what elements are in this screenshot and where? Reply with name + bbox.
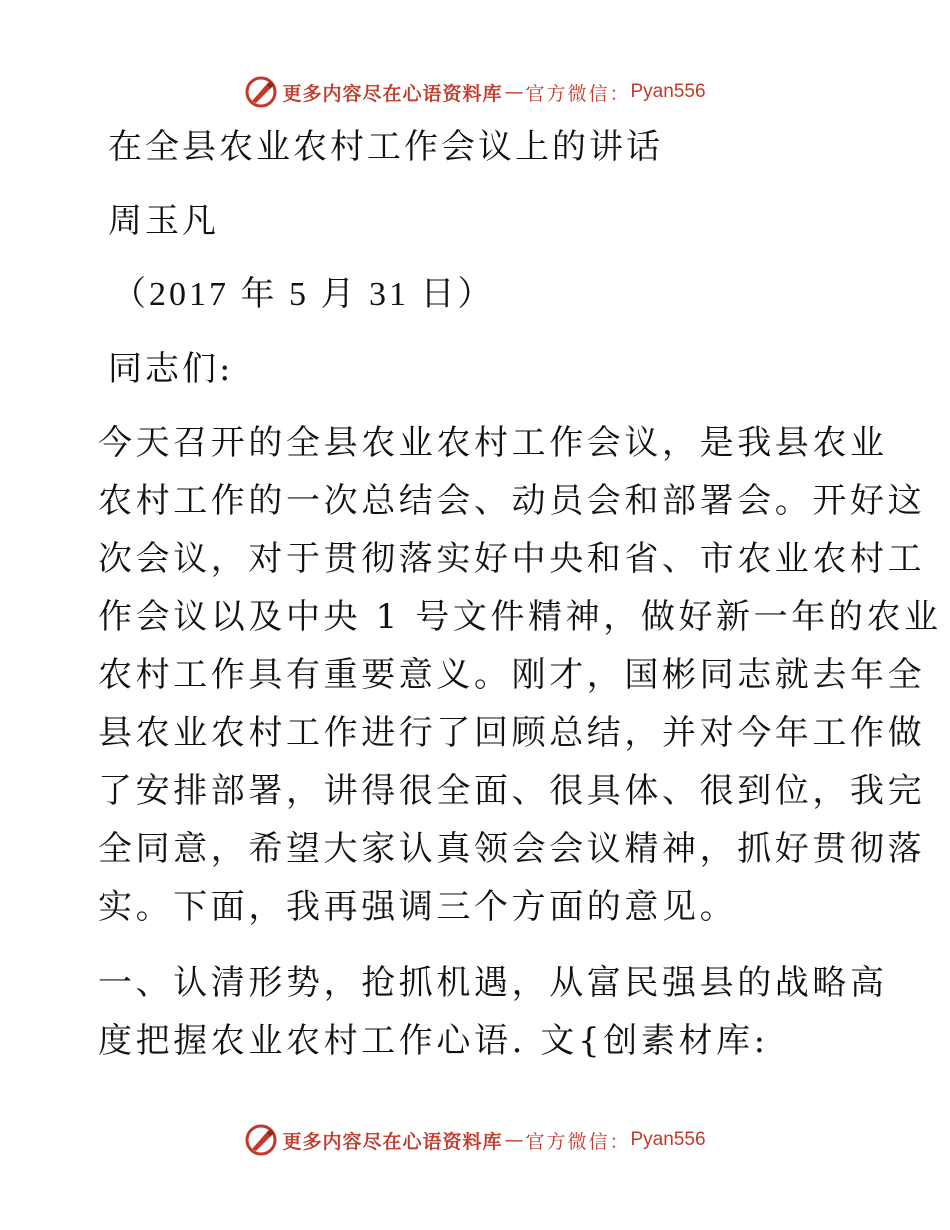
watermark-banner-bottom <box>0 1120 950 1160</box>
banner-wechat-id: Pyan556 <box>630 81 706 102</box>
paragraph-line: 县农业农村工作进行了回顾总结，并对今年工作做 <box>98 713 926 753</box>
paragraph-line: 全同意，希望大家认真领会会议精神，抓好贯彻落 <box>98 829 926 869</box>
paragraph-line: 实。下面，我再强调三个方面的意见。 <box>98 887 738 927</box>
document-date: （2017 年 5 月 31 日） <box>112 276 495 313</box>
banner-dash: — <box>504 1129 524 1151</box>
section-one-heading <box>98 963 888 1080</box>
paragraph-line: 次会议，对于贯彻落实好中央和省、市农业农村工 <box>98 539 926 579</box>
banner-slogan: 更多内容尽在心语资料库 <box>282 1130 503 1153</box>
banner-official-label: 官方微信： <box>525 82 631 105</box>
banner-dash: — <box>504 81 524 103</box>
salutation: 同志们: <box>108 349 234 389</box>
paragraph-line: 作会议以及中央 1 号文件精神，做好新一年的农业 <box>98 597 942 637</box>
banner-wechat-id: Pyan556 <box>630 1129 706 1150</box>
pen-logo-icon <box>244 75 278 109</box>
paragraph-line: 了安排部署，讲得很全面、很具体、很到位，我完 <box>98 771 926 811</box>
paragraph-line: 农村工作的一次总结会、动员会和部署会。开好这 <box>98 481 926 521</box>
paragraph-line: 今天召开的全县农业农村工作会议，是我县农业 <box>98 423 888 463</box>
paragraph-line: 一、认清形势，抢抓机遇，从富民强县的战略高 <box>98 963 888 1003</box>
paragraph-1 <box>98 423 942 946</box>
banner-slogan: 更多内容尽在心语资料库 <box>282 82 503 105</box>
document-title: 在全县农业农村工作会议上的讲话 <box>108 127 663 167</box>
document-author: 周玉凡 <box>108 201 219 241</box>
paragraph-line: 农村工作具有重要意义。刚才，国彬同志就去年全 <box>98 655 926 695</box>
banner-official-label: 官方微信： <box>525 1130 631 1153</box>
pen-logo-icon <box>244 1123 278 1157</box>
paragraph-line: 度把握农业农村工作心语. 文{创素材库: <box>98 1021 769 1061</box>
watermark-banner-top <box>0 72 950 112</box>
